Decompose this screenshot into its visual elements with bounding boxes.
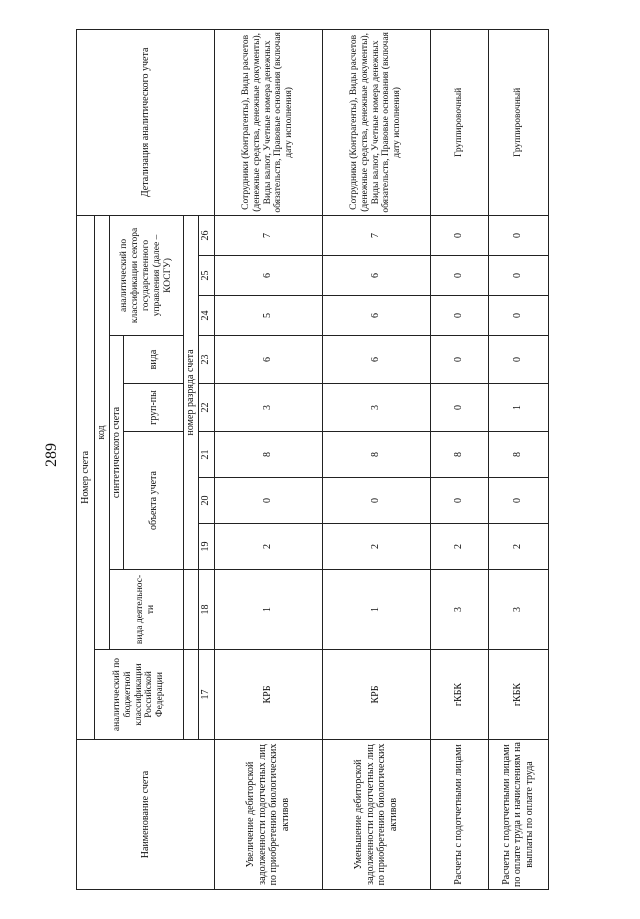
row-cell: 0 <box>488 296 548 336</box>
row-cell: 7 <box>322 215 430 255</box>
header-budget-class: аналитический по бюджетной классификации Российской Федерации <box>95 650 184 740</box>
row-cell: 2 <box>214 524 322 570</box>
row-cell: 5 <box>214 296 322 336</box>
row-cell: 0 <box>322 478 430 524</box>
row-cell: 2 <box>488 524 548 570</box>
table-row <box>214 29 322 889</box>
header-group: груп-пы <box>124 384 184 432</box>
row-cell: 6 <box>214 256 322 296</box>
row-cell: 1 <box>322 570 430 650</box>
row-cell: гКБК <box>430 650 488 740</box>
table-row <box>430 29 488 889</box>
row-cell: 2 <box>322 524 430 570</box>
row-cell: 1 <box>488 384 548 432</box>
row-cell: 8 <box>488 432 548 478</box>
row-cell: 3 <box>488 570 548 650</box>
header-kind: вида <box>124 336 184 384</box>
digit-18: 18 <box>198 570 214 650</box>
row-cell: 0 <box>214 478 322 524</box>
header-blank-cell <box>184 570 199 650</box>
row-cell: 0 <box>488 336 548 384</box>
digit-25: 25 <box>198 256 214 296</box>
digit-26: 26 <box>198 215 214 255</box>
row-cell: 0 <box>430 256 488 296</box>
digit-24: 24 <box>198 296 214 336</box>
row-cell: 0 <box>430 296 488 336</box>
row-account-name: Расчеты с подотчетными лицами <box>430 740 488 890</box>
row-cell: 3 <box>430 570 488 650</box>
row-cell: гКБК <box>488 650 548 740</box>
row-cell: 0 <box>488 215 548 255</box>
row-cell: КРБ <box>322 650 430 740</box>
digit-17: 17 <box>198 650 214 740</box>
row-cell: 0 <box>488 478 548 524</box>
header-account-name: Наименование счета <box>77 740 215 890</box>
row-cell: 8 <box>214 432 322 478</box>
row-cell: 0 <box>430 215 488 255</box>
account-table-rotated <box>76 30 546 890</box>
row-cell: 6 <box>322 296 430 336</box>
row-cell: 0 <box>488 256 548 296</box>
row-cell: КРБ <box>214 650 322 740</box>
row-detail: Сотрудники (Контрагенты), Виды расчетов (денежные средства, денежные документы), Виды валют, Учетные номера денежных обязательств, Правовые основания (включая дату исполнения) <box>322 29 430 215</box>
header-object: объекта учета <box>124 432 184 570</box>
account-table <box>76 29 549 890</box>
row-cell: 7 <box>214 215 322 255</box>
table-row <box>488 29 548 889</box>
row-detail: Группировочный <box>488 29 548 215</box>
row-cell: 1 <box>214 570 322 650</box>
row-cell: 3 <box>322 384 430 432</box>
row-account-name: Уменьшение дебиторской задолженности подотчетных лиц по приобретению биологических активов <box>322 740 430 890</box>
row-cell: 8 <box>322 432 430 478</box>
row-cell: 6 <box>214 336 322 384</box>
row-cell: 0 <box>430 336 488 384</box>
row-account-name: Увеличение дебиторской задолженности подотчетных лиц по приобретению биологических активов <box>214 740 322 890</box>
header-synthetic: синтетического счета <box>109 336 124 570</box>
row-cell: 3 <box>214 384 322 432</box>
table-row <box>322 29 430 889</box>
row-cell: 6 <box>322 336 430 384</box>
row-cell: 6 <box>322 256 430 296</box>
row-account-name: Расчеты с подотчетными лицами по оплате труда и начислениям на выплаты по оплате труда <box>488 740 548 890</box>
header-digit-number: номер разряда счета <box>184 215 199 569</box>
header-kosgu: аналитический по классификации сектора государственного управления (далее – КОСГУ) <box>109 215 184 335</box>
header-account-number: Номер счета <box>77 215 95 739</box>
digit-21: 21 <box>198 432 214 478</box>
header-activity-type: вида деятельнос-ти <box>109 570 184 650</box>
header-detail: Детализация аналитического учета <box>77 29 215 215</box>
header-blank-cell <box>184 650 199 740</box>
header-code: код <box>95 215 110 649</box>
row-cell: 0 <box>430 384 488 432</box>
row-detail: Сотрудники (Контрагенты), Виды расчетов (денежные средства, денежные документы), Виды валют, Учетные номера денежных обязательств, Правовые основания (включая дату исполнения) <box>214 29 322 215</box>
row-cell: 8 <box>430 432 488 478</box>
page-number: 289 <box>43 443 60 467</box>
row-cell: 0 <box>430 478 488 524</box>
digit-22: 22 <box>198 384 214 432</box>
digit-23: 23 <box>198 336 214 384</box>
digit-20: 20 <box>198 478 214 524</box>
row-detail: Группировочный <box>430 29 488 215</box>
digit-19: 19 <box>198 524 214 570</box>
row-cell: 2 <box>430 524 488 570</box>
